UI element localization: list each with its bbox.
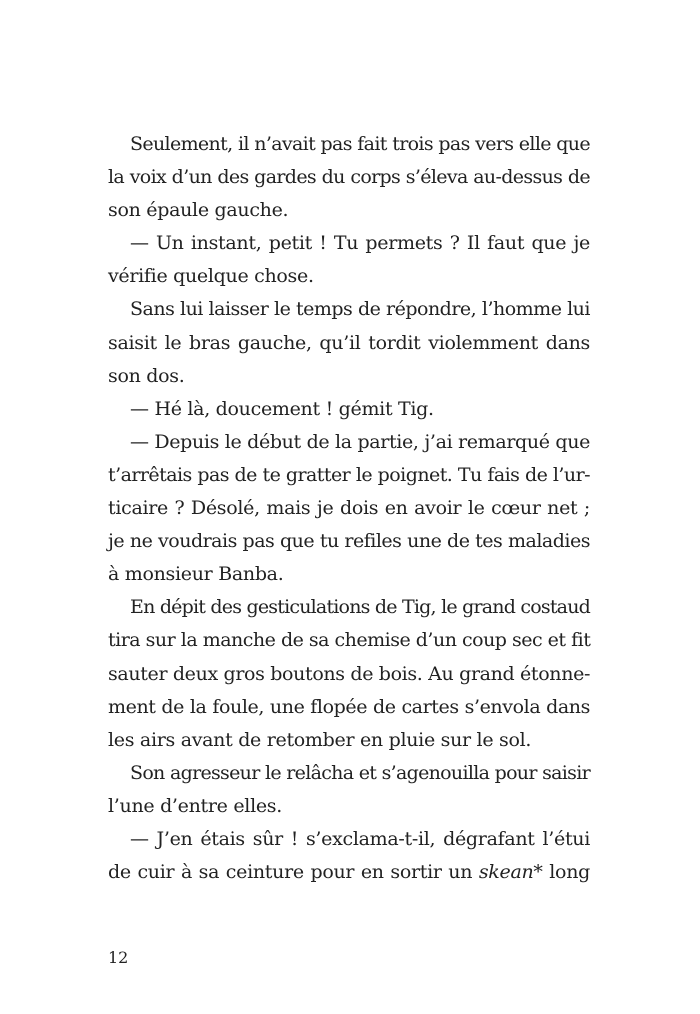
text-line: Son agresseur le relâcha et s’agenouilla pour saisir (130, 761, 590, 784)
text-line: la voix d’un des gardes du corps s’éleva au-dessus de (108, 166, 590, 189)
text-line: ticaire ? Désolé, mais je dois en avoir le cœur net ; (108, 497, 590, 520)
text-line: — Depuis le début de la partie, j’ai remarqué que (130, 430, 590, 453)
text-line: — Un instant, petit ! Tu permets ? Il faut que je (130, 232, 590, 255)
text-line: les airs avant de retomber en pluie sur le sol. (108, 728, 532, 751)
text-line: sauter deux gros boutons de bois. Au grand étonne- (108, 662, 591, 685)
text-line: saisit le bras gauche, qu’il tordit violemment dans (108, 331, 590, 354)
text-line: vérifie quelque chose. (108, 265, 314, 288)
text-line: son épaule gauche. (108, 199, 289, 222)
text-line-tail: * long (533, 861, 590, 884)
text-line: tira sur la manche de sa chemise d’un coup sec et fit (108, 629, 591, 652)
italic-word: skean (478, 861, 534, 884)
text-line-lead: de cuir à sa ceinture pour en sortir un (108, 861, 479, 884)
text-line: En dépit des gesticulations de Tig, le grand costaud (130, 596, 590, 619)
text-line: Seulement, il n’avait pas fait trois pas vers elle que (130, 133, 590, 155)
text-line: à monsieur Banba. (108, 563, 284, 586)
text-line: Sans lui laisser le temps de répondre, l’homme lui (130, 298, 590, 321)
text-line: ment de la foule, une flopée de cartes s’envola dans (108, 695, 590, 718)
text-line: son dos. (108, 364, 185, 387)
text-line: l’une d’entre elles. (108, 794, 282, 817)
text-line-last (108, 856, 590, 889)
text-line: — J’en étais sûr ! s’exclama-t-il, dégrafant l’étui (130, 827, 590, 850)
page-number: 12 (108, 948, 129, 967)
body-text (108, 128, 590, 889)
text-line: — Hé là, doucement ! gémit Tig. (130, 397, 434, 420)
text-line: je ne voudrais pas que tu refiles une de tes maladies (108, 530, 590, 553)
text-line: t’arrêtais pas de te gratter le poignet. Tu fais de l’ur- (108, 463, 590, 486)
